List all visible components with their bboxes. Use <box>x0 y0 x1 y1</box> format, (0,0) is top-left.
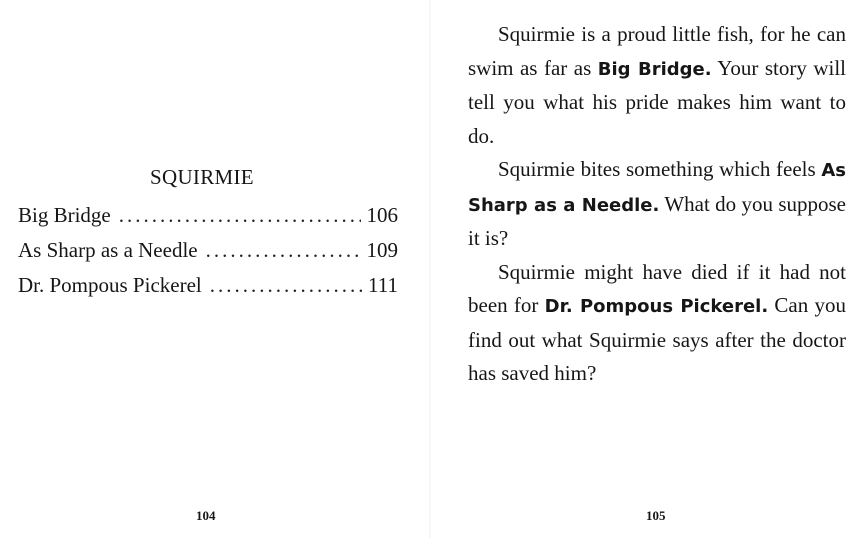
page-number-right: 105 <box>646 508 666 523</box>
table-of-contents <box>18 203 398 308</box>
paragraph-text: Squirmie might have died if it had not been for <box>468 259 846 317</box>
story-text <box>468 18 846 391</box>
toc-entry-title: Big Bridge <box>18 203 111 227</box>
story-paragraph <box>468 256 846 391</box>
toc-entry-page: 111 <box>368 273 398 297</box>
toc-entry-title: As Sharp as a Needle <box>18 238 198 262</box>
story-paragraph <box>468 18 846 153</box>
toc-leader-dots <box>119 203 361 228</box>
story-paragraph <box>468 153 846 256</box>
paragraph-text: Your story will tell you what his pride makes him want to do. <box>468 55 846 148</box>
paragraph-text: Can you find out what Squirmie says after the doctor has saved him? <box>468 293 846 385</box>
bold-chapter-reference: As Sharp as a Needle. <box>468 160 846 216</box>
paragraph-text: Squirmie is a proud little fish, for he can swim as far as <box>468 22 846 80</box>
page-number-left: 104 <box>196 508 216 523</box>
toc-entry-sharp-needle <box>18 238 398 273</box>
toc-entry-dr-pompous-pickerel <box>18 273 398 308</box>
toc-leader-dots <box>206 238 361 263</box>
bold-chapter-reference: Dr. Pompous Pickerel. <box>544 296 769 317</box>
bold-chapter-reference: Big Bridge. <box>597 58 712 80</box>
toc-entry-page: 106 <box>366 203 398 227</box>
toc-entry-page: 109 <box>366 238 398 262</box>
right-page <box>430 0 861 538</box>
toc-leader-dots <box>210 273 362 298</box>
paragraph-text: What do you suppose it is? <box>468 191 846 250</box>
toc-entry-title: Dr. Pompous Pickerel <box>18 273 202 297</box>
left-page <box>0 0 430 538</box>
section-title: SQUIRMIE <box>150 165 254 189</box>
paragraph-text: Squirmie bites something which feels <box>498 157 822 181</box>
toc-entry-big-bridge <box>18 203 398 238</box>
